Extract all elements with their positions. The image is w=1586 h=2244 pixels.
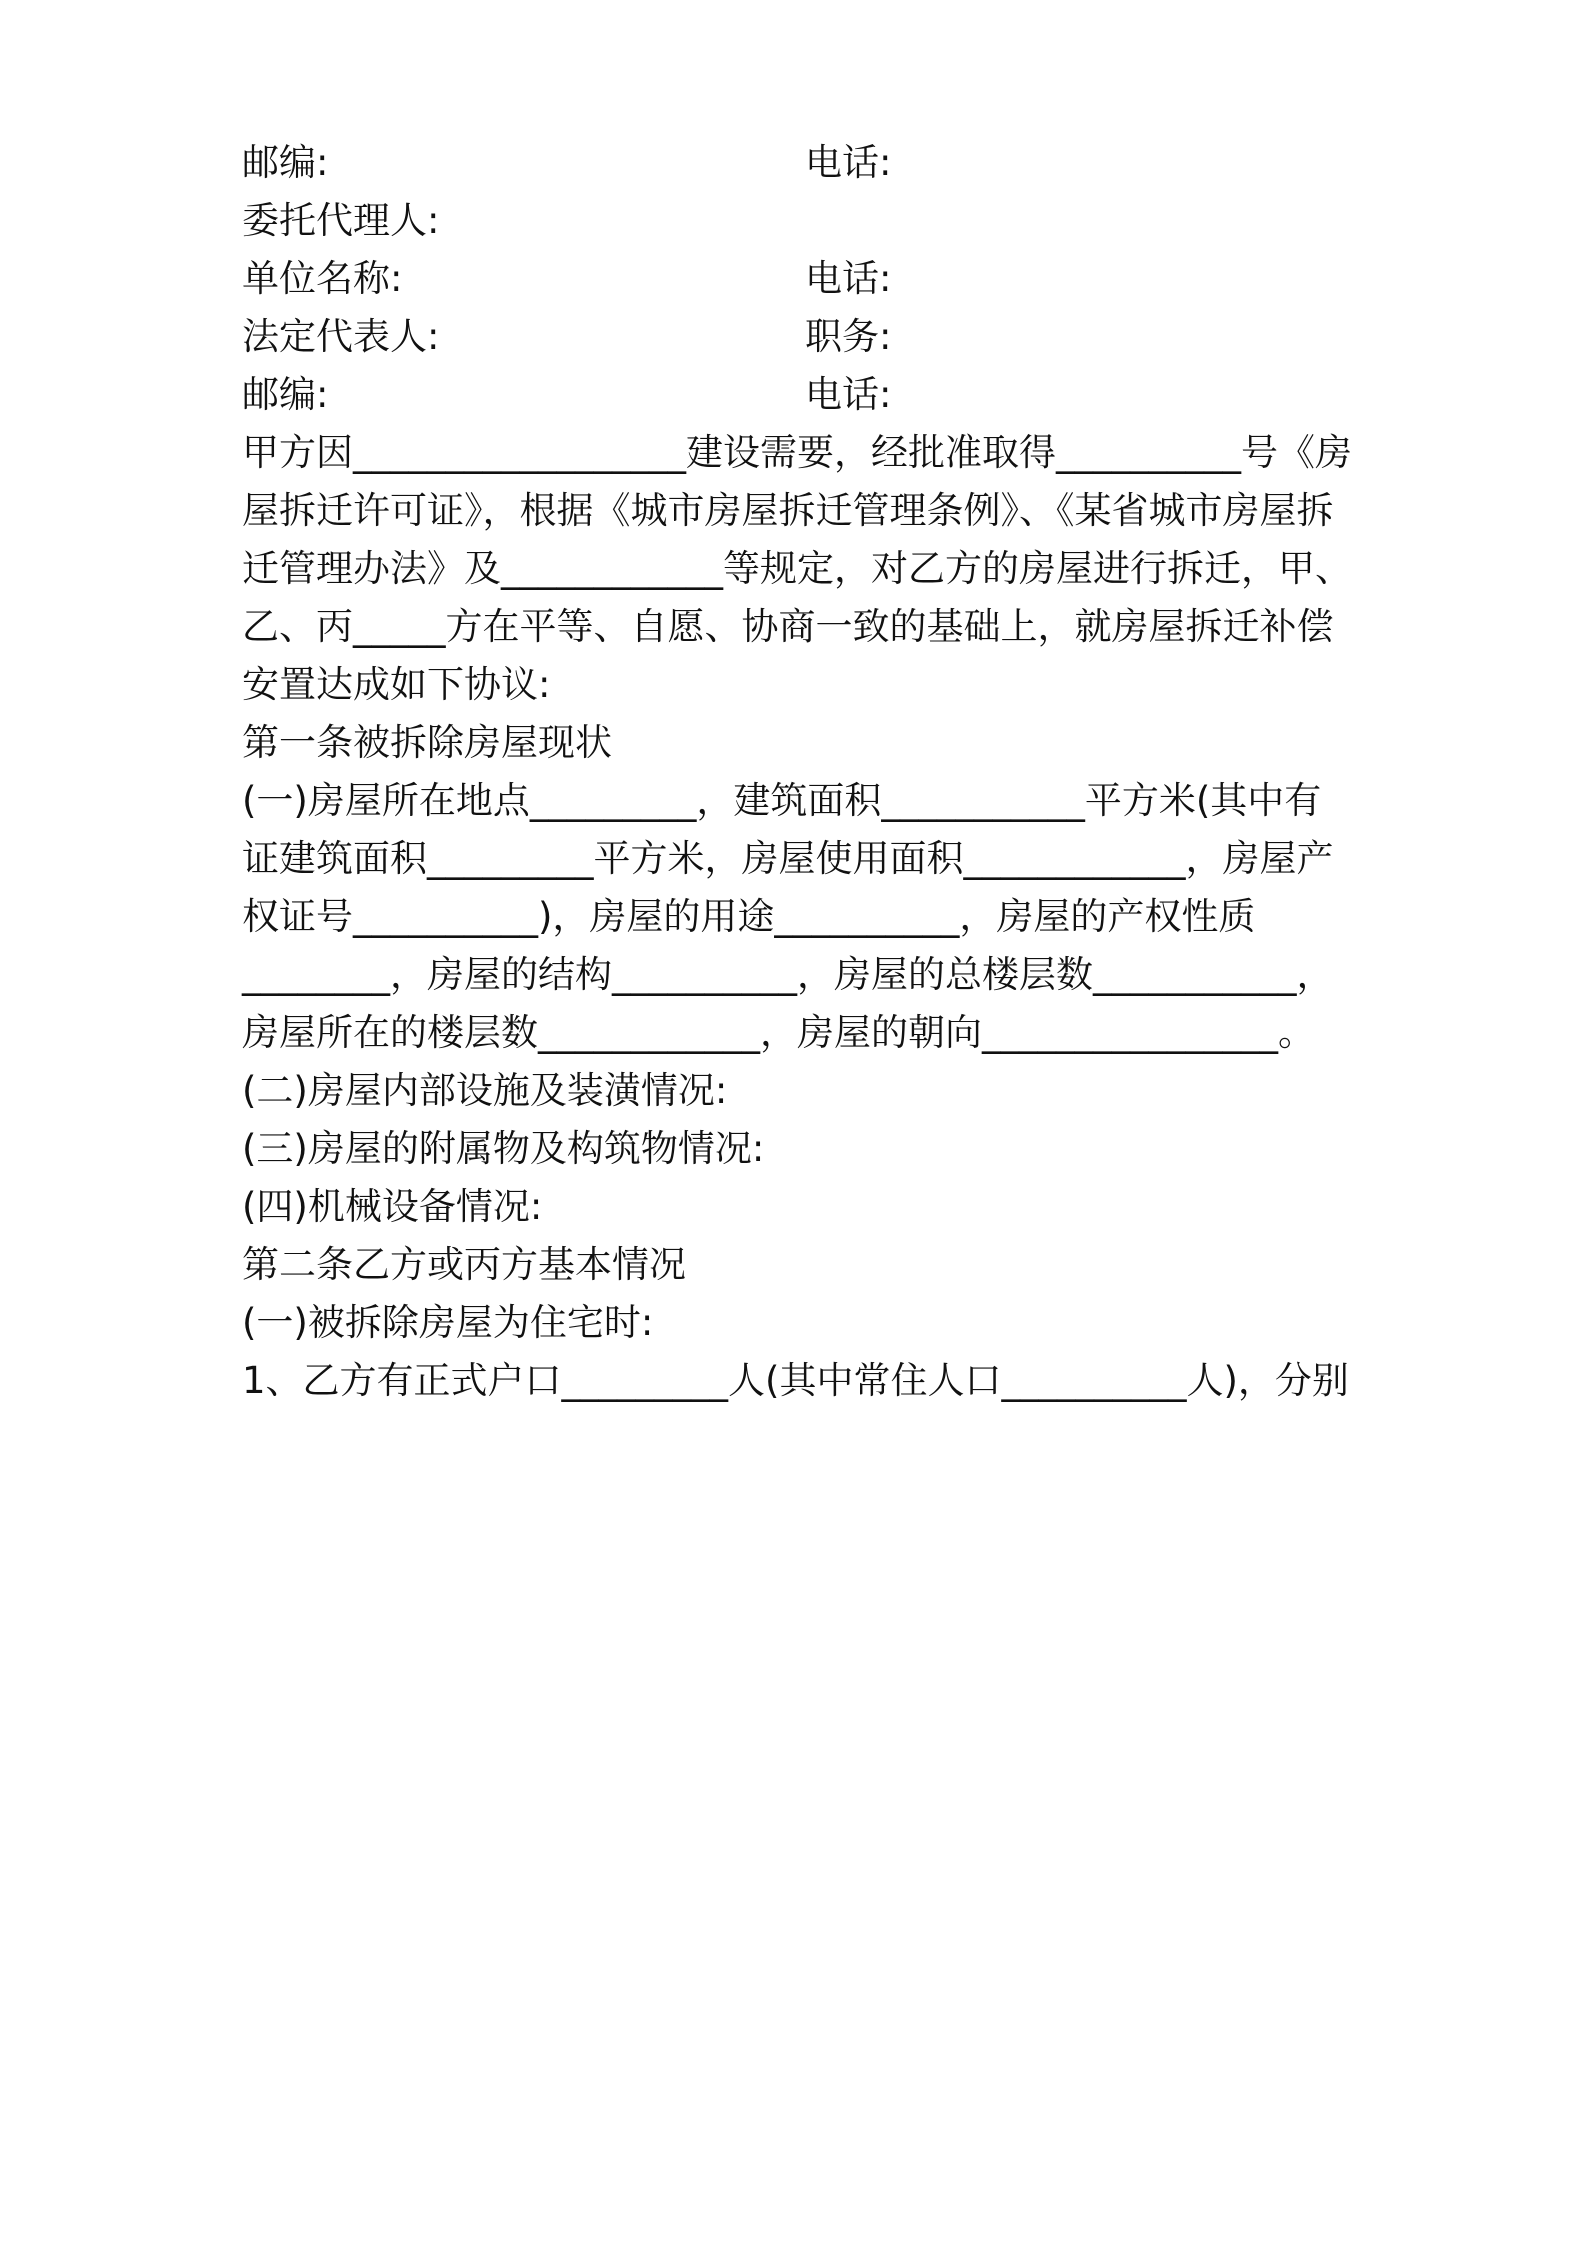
unit-name-label: 单位名称: xyxy=(242,257,403,300)
unit-phone-label-2: 电话: xyxy=(805,373,892,416)
article1-item1-line: ________，房屋的结构__________，房屋的总楼层数___________， xyxy=(242,953,1334,996)
preamble-line: 甲方因__________________建设需要，经批准取得__________号《房 xyxy=(242,431,1352,474)
position-label: 职务: xyxy=(805,315,892,358)
preamble-line: 乙、丙_____方在平等、自愿、协商一致的基础上，就房屋拆迁补偿 xyxy=(242,605,1334,648)
article1-item1-line: 证建筑面积_________平方米，房屋使用面积____________，房屋产 xyxy=(242,837,1334,880)
article1-item1-line: 权证号__________)，房屋的用途__________，房屋的产权性质 xyxy=(242,895,1256,938)
article2-item1-1: 1、乙方有正式户口_________人(其中常住人口__________人)，分别 xyxy=(242,1359,1349,1402)
unit-phone-label: 电话: xyxy=(805,257,892,300)
article1-title: 第一条被拆除房屋现状 xyxy=(242,721,612,764)
article1-item1-line: (一)房屋所在地点_________，建筑面积___________平方米(其中有 xyxy=(242,779,1322,822)
article1-item4: (四)机械设备情况: xyxy=(242,1185,543,1228)
article2-item1: (一)被拆除房屋为住宅时: xyxy=(242,1301,654,1344)
article1-item2: (二)房屋内部设施及装潢情况: xyxy=(242,1069,728,1112)
preamble-line: 迁管理办法》及____________等规定，对乙方的房屋进行拆迁，甲、 xyxy=(242,547,1352,590)
preamble-line: 屋拆迁许可证》，根据《城市房屋拆迁管理条例》、《某省城市房屋拆 xyxy=(242,489,1334,532)
article1-item1-line: 房屋所在的楼层数____________，房屋的朝向________________。 xyxy=(242,1011,1315,1054)
postcode-label: 邮编: xyxy=(242,141,329,184)
agent-label: 委托代理人: xyxy=(242,199,440,242)
preamble-line: 安置达成如下协议: xyxy=(242,663,551,706)
legal-rep-label: 法定代表人: xyxy=(242,315,440,358)
unit-postcode-label: 邮编: xyxy=(242,373,329,416)
article1-item3: (三)房屋的附属物及构筑物情况: xyxy=(242,1127,765,1170)
article2-title: 第二条乙方或丙方基本情况 xyxy=(242,1243,686,1286)
phone-label: 电话: xyxy=(805,141,892,184)
